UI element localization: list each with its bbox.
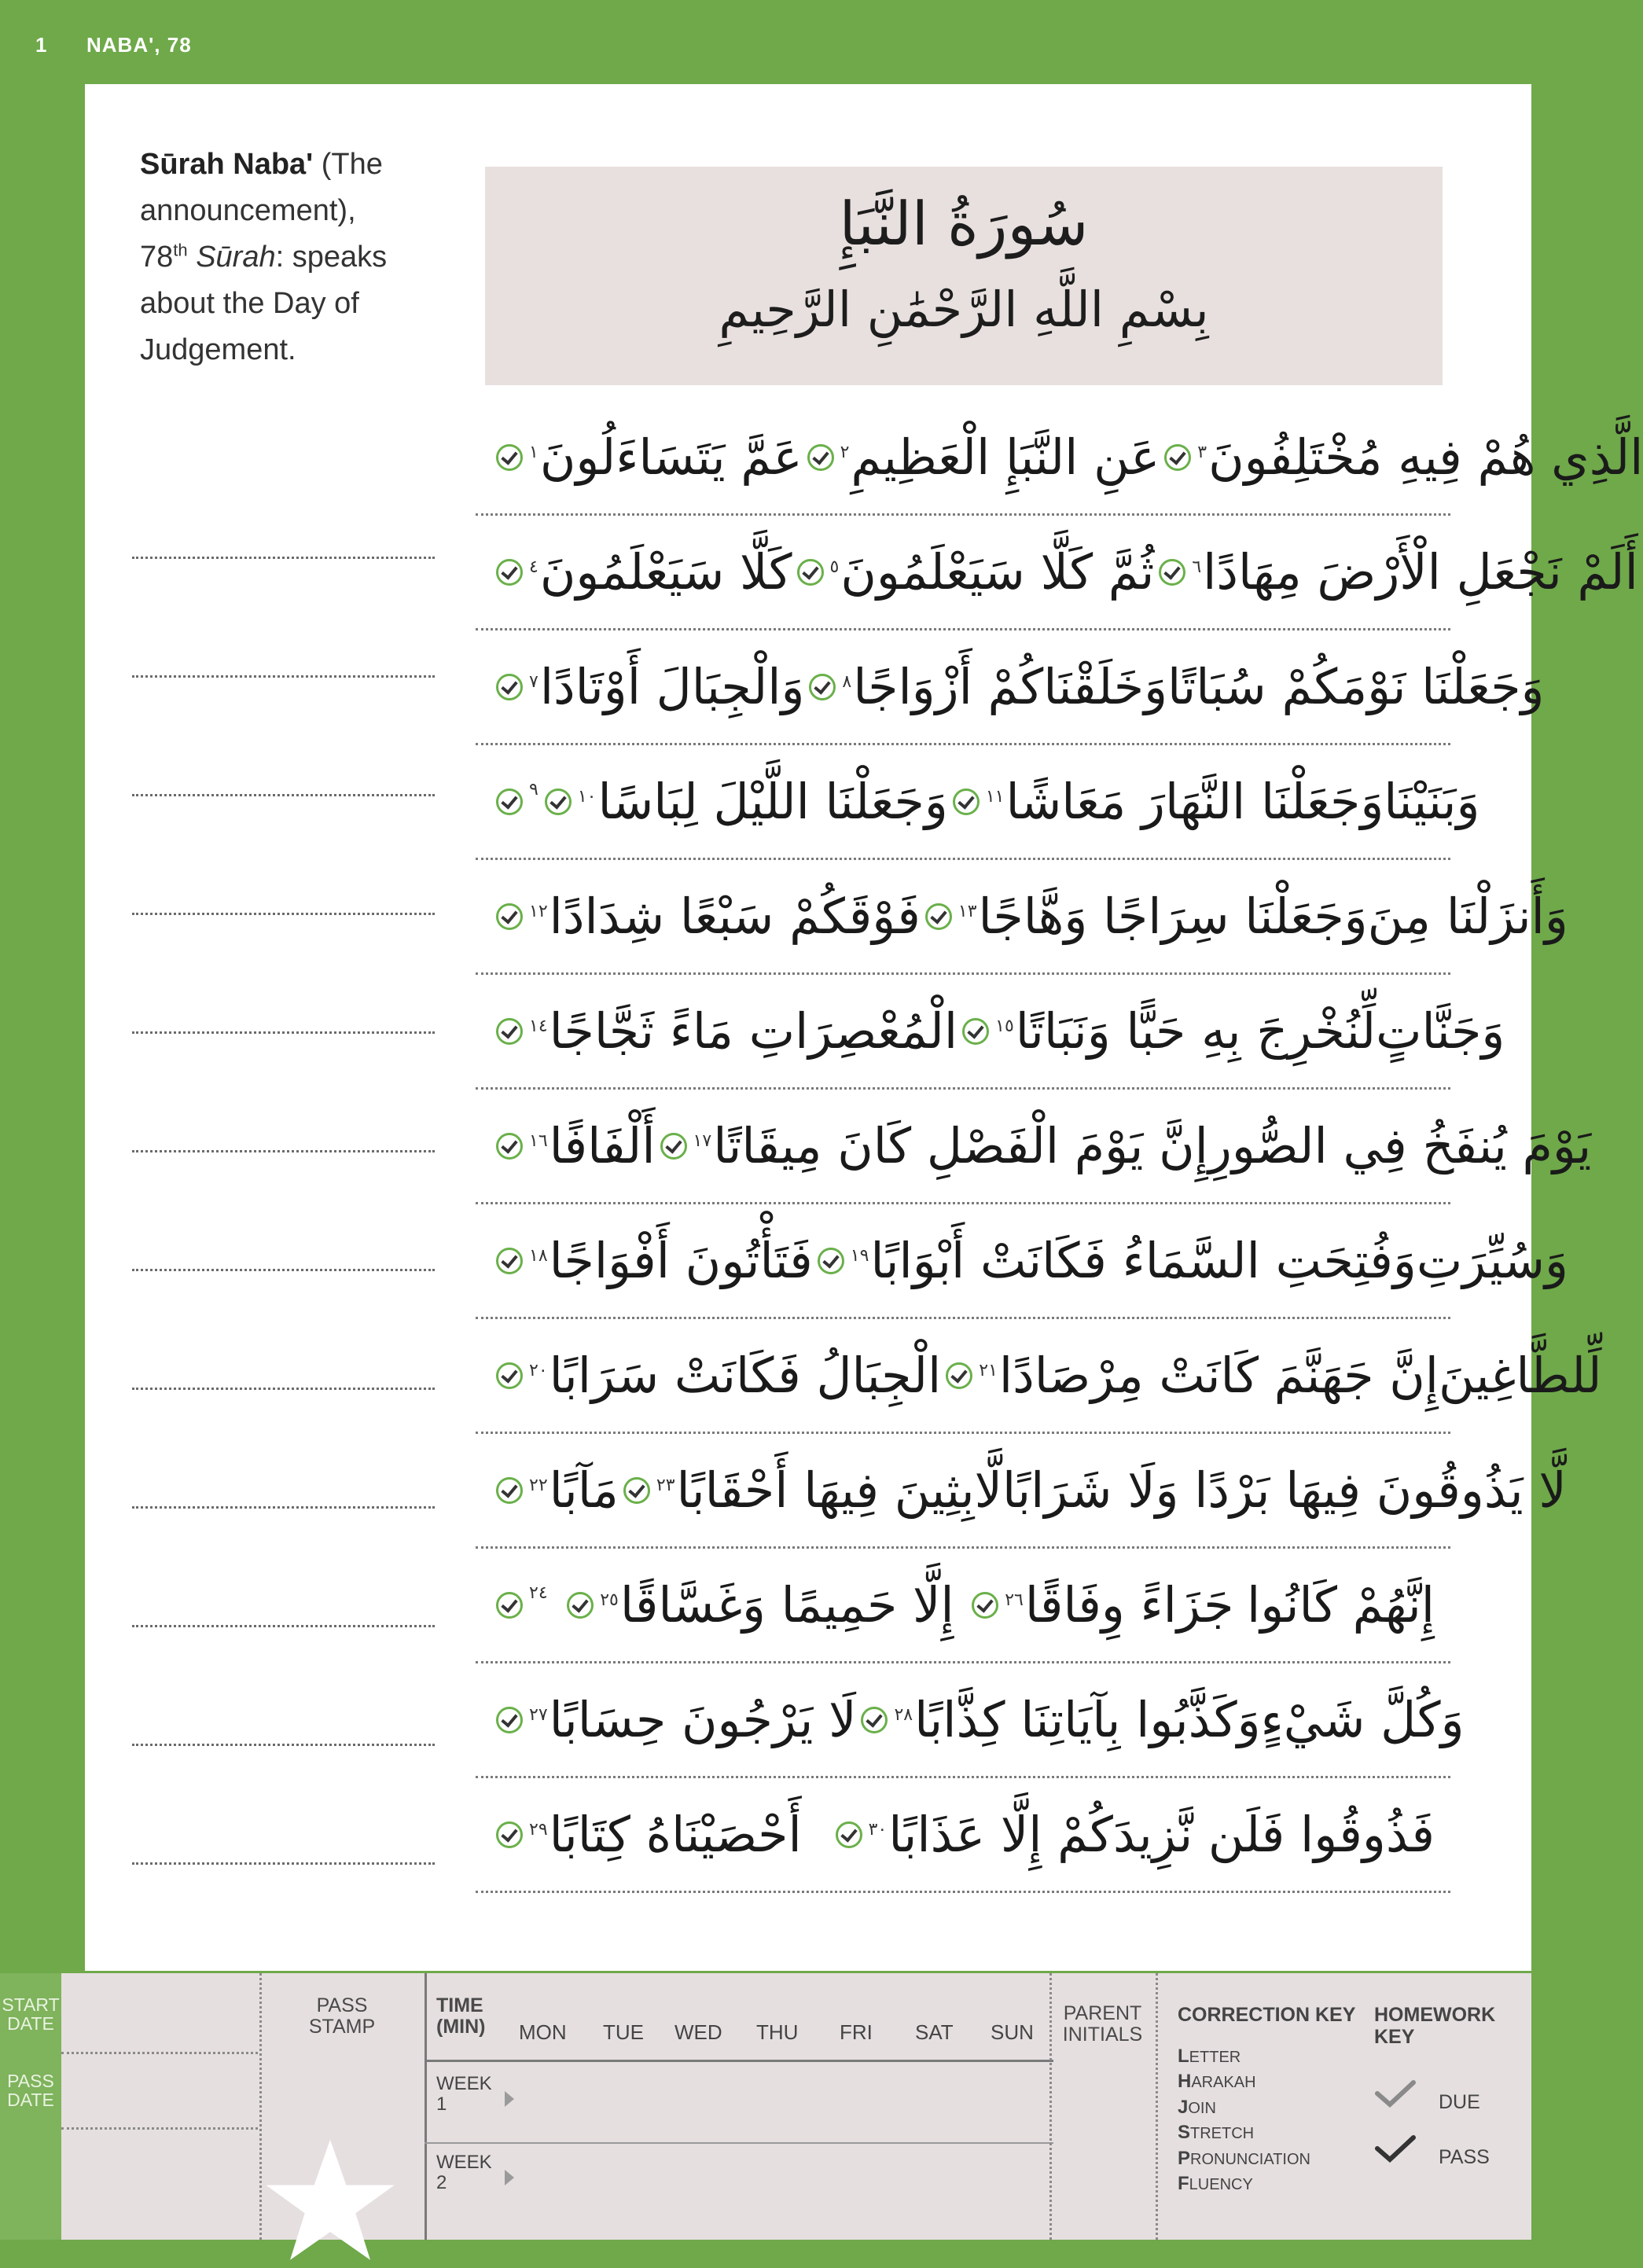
notes-area <box>132 440 435 1983</box>
verse-text: مَآبًا <box>549 1461 619 1519</box>
date-strip <box>0 1973 61 2240</box>
verse-check-icon[interactable] <box>496 1477 523 1504</box>
verse-check-icon[interactable] <box>660 1133 687 1160</box>
note-line[interactable] <box>132 796 435 915</box>
correction-key-item <box>1178 2095 1310 2120</box>
verse-number: ٢٤ <box>529 1583 548 1603</box>
verse-text: أَلْفَافًا <box>549 1117 656 1174</box>
verse-segment <box>491 780 540 823</box>
verse-text: أَلَمْ نَجْعَلِ الْأَرْضَ مِهَادًا <box>1203 543 1638 601</box>
verse-number: ٨ <box>842 672 852 692</box>
page-number: 1 <box>35 33 47 57</box>
verse-check-icon[interactable] <box>623 1477 650 1504</box>
verse-check-icon[interactable] <box>807 444 834 471</box>
verse-segment <box>491 428 803 486</box>
verse-text: وَجَعَلْنَا سِرَاجًا وَهَّاجًا <box>978 888 1368 945</box>
verse-segment <box>1208 1117 1591 1174</box>
verse-text: وَالْجِبَالَ أَوْتَادًا <box>539 658 805 715</box>
verse-check-icon[interactable] <box>797 559 824 586</box>
verse-check-icon[interactable] <box>496 903 523 930</box>
verse-text: وَجَنَّاتٍ <box>1376 1002 1505 1060</box>
verse-line <box>476 1090 1592 1204</box>
verse-check-icon[interactable] <box>836 1821 862 1848</box>
bismillah: بِسْمِ اللَّهِ الرَّحْمَٰنِ الرَّحِيمِ <box>719 281 1209 338</box>
verse-line <box>476 975 1505 1090</box>
verse-text: فَتَأْتُونَ أَفْوَاجًا <box>549 1232 813 1289</box>
verse-number: ٢٠ <box>529 1361 548 1380</box>
divider <box>1156 1973 1158 2240</box>
verse-segment <box>491 1583 550 1627</box>
verse-number: ٢١ <box>979 1361 998 1380</box>
time-label: TIME (MIN) <box>436 1994 486 2038</box>
verse-number: ١٦ <box>529 1131 548 1151</box>
day-sat: SAT <box>915 2020 954 2044</box>
verse-check-icon[interactable] <box>496 1133 523 1160</box>
verse-line <box>476 401 1643 516</box>
verse-check-icon[interactable] <box>972 1592 998 1619</box>
key-initial: S <box>1178 2122 1191 2144</box>
divider <box>61 2052 258 2054</box>
verse-segment <box>1261 1691 1465 1748</box>
verse-check-icon[interactable] <box>567 1592 594 1619</box>
day-wed: WED <box>674 2020 722 2044</box>
verse-segment <box>856 1691 1260 1748</box>
verse-check-icon[interactable] <box>545 788 572 815</box>
verse-check-icon[interactable] <box>496 788 523 815</box>
verse-text: وَجَعَلْنَا النَّهَارَ مَعَاشًا <box>1005 773 1384 830</box>
verse-text: وَأَنزَلْنَا مِنَ <box>1367 888 1568 945</box>
note-line[interactable] <box>132 1271 435 1390</box>
verse-segment <box>1247 1576 1435 1634</box>
day-mon: MON <box>519 2020 567 2044</box>
intro-surah-italic: Sūrah <box>196 240 276 274</box>
surah-title: سُورَةُ النَّبَإِ <box>839 189 1089 259</box>
divider <box>1049 1973 1052 2240</box>
verse-text: لَّا يَذُوقُونَ فِيهَا بَرْدًا وَلَا شَرَابًا <box>1002 1461 1567 1519</box>
verse-segment <box>619 1461 1002 1519</box>
verse-line <box>476 860 1568 975</box>
verse-text: كَلَّا سَيَعْلَمُونَ <box>539 543 792 601</box>
verse-segment <box>491 1461 619 1519</box>
verse-segment <box>804 658 1167 715</box>
note-line[interactable] <box>132 1509 435 1627</box>
key-initial: J <box>1178 2096 1189 2118</box>
note-line[interactable] <box>132 1152 435 1271</box>
verse-segment <box>656 1117 1208 1174</box>
day-tue: TUE <box>603 2020 644 2044</box>
correction-key-item <box>1178 2069 1310 2094</box>
key-rest: LUENCY <box>1189 2175 1253 2193</box>
verse-text: فَوْقَكُمْ سَبْعًا شِدَادًا <box>549 888 921 945</box>
homework-pass-label: PASS <box>1439 2146 1490 2168</box>
verse-check-icon[interactable] <box>496 1018 523 1045</box>
verse-segment <box>948 773 1384 830</box>
verse-number: ١٨ <box>529 1246 548 1266</box>
verse-segment <box>491 1806 802 1863</box>
verse-text: الَّذِي هُمْ فِيهِ مُخْتَلِفُونَ <box>1208 428 1643 486</box>
day-thu: THU <box>756 2020 799 2044</box>
note-line[interactable] <box>132 440 435 559</box>
verse-check-icon[interactable] <box>496 444 523 471</box>
note-line[interactable] <box>132 1390 435 1509</box>
verse-number: ٧ <box>529 672 538 692</box>
verse-number: ٢٥ <box>600 1590 619 1610</box>
note-line[interactable] <box>132 1746 435 1865</box>
divider <box>61 2127 258 2130</box>
surah-intro <box>140 142 454 373</box>
verse-line <box>476 1204 1568 1319</box>
tracking-footer <box>0 1973 1531 2240</box>
key-rest: OIN <box>1188 2099 1216 2117</box>
verse-text: فَذُوقُوا فَلَن نَّزِيدَكُمْ إِلَّا عَذَابًا <box>888 1806 1435 1863</box>
verse-number: ٣ <box>1197 443 1207 462</box>
homework-key-title: HOMEWORK KEY <box>1374 2004 1496 2048</box>
surah-banner <box>485 167 1443 385</box>
verse-check-icon[interactable] <box>818 1248 844 1274</box>
verse-number: ٥ <box>829 557 840 577</box>
pass-check-icon <box>1374 2134 1417 2164</box>
verse-segment <box>1376 1002 1505 1060</box>
verse-line <box>476 1319 1602 1434</box>
key-rest: RONUNCIATION <box>1190 2150 1310 2168</box>
key-rest: ETTER <box>1189 2049 1241 2066</box>
verse-line <box>476 745 1480 860</box>
verse-segment <box>491 658 804 715</box>
verse-segment <box>921 888 1368 945</box>
verse-check-icon[interactable] <box>809 674 836 700</box>
intro-text-2: : speaks about the Day of Judgement. <box>140 240 388 366</box>
verse-segment <box>1384 773 1479 830</box>
verse-number: ١١ <box>985 787 1005 807</box>
verse-number: ١٥ <box>995 1016 1014 1036</box>
verse-text: وَسُيِّرَتِ <box>1416 1232 1568 1289</box>
verse-line <box>476 1549 1450 1663</box>
verse-text: لَّابِثِينَ فِيهَا أَحْقَابًا <box>676 1461 1002 1519</box>
verse-check-icon[interactable] <box>496 1362 523 1389</box>
verse-check-icon[interactable] <box>496 674 523 700</box>
key-initial: L <box>1178 2046 1189 2067</box>
key-initial: P <box>1178 2147 1191 2169</box>
verse-check-icon[interactable] <box>962 1018 989 1045</box>
verse-number: ١٢ <box>529 902 548 921</box>
correction-key-item <box>1178 2146 1310 2171</box>
verse-number: ٣٠ <box>868 1820 888 1840</box>
parent-initials-label: PARENT INITIALS <box>1062 2002 1143 2046</box>
verse-segment <box>491 1002 957 1060</box>
verse-segment <box>957 1002 1376 1060</box>
key-rest: TRETCH <box>1190 2125 1255 2143</box>
due-check-icon <box>1374 2079 1417 2109</box>
verse-segment <box>941 1347 1439 1404</box>
key-rest: ARAKAH <box>1191 2074 1256 2092</box>
arrow-icon <box>505 2170 514 2185</box>
note-line[interactable] <box>132 1034 435 1152</box>
verse-check-icon[interactable] <box>861 1707 888 1733</box>
verse-segment <box>562 1576 954 1634</box>
correction-key-item <box>1178 2171 1310 2196</box>
week-1-label: WEEK 1 <box>436 2073 492 2115</box>
verse-check-icon[interactable] <box>953 788 980 815</box>
verse-number: ١٤ <box>529 1016 548 1036</box>
verse-number: ٢٣ <box>656 1476 675 1495</box>
verse-number: ٦ <box>1192 557 1202 577</box>
verse-number: ٢٢ <box>529 1476 548 1495</box>
verse-text: وَبَنَيْنَا <box>1384 773 1480 830</box>
verse-text: الْمُعْصِرَاتِ مَاءً ثَجَّاجًا <box>549 1002 958 1060</box>
star-icon <box>263 2134 397 2268</box>
verse-segment <box>491 1232 813 1289</box>
verse-text: أَحْصَيْنَاهُ كِتَابًا <box>549 1806 802 1863</box>
day-sun: SUN <box>991 2020 1034 2044</box>
note-line[interactable] <box>132 1865 435 1983</box>
verse-segment <box>1167 658 1544 715</box>
verse-segment <box>540 773 948 830</box>
verse-text: وَكُلَّ شَيْءٍ <box>1260 1691 1465 1748</box>
verse-number: ١٣ <box>957 902 977 921</box>
verse-segment <box>831 1806 1435 1863</box>
divider <box>259 1973 262 2240</box>
verse-text: وَجَعَلْنَا نَوْمَكُمْ سُبَاتًا <box>1167 658 1545 715</box>
verse-line <box>476 1434 1567 1549</box>
verse-number: ٢٦ <box>1005 1590 1024 1610</box>
verse-segment <box>967 1576 1233 1634</box>
pass-date-label: PASS DATE <box>7 2071 54 2111</box>
note-line[interactable] <box>132 915 435 1034</box>
verse-line <box>476 516 1638 630</box>
correction-key-list <box>1178 2044 1310 2196</box>
verse-segment <box>803 428 1160 486</box>
verse-number: ١ <box>529 443 538 462</box>
intro-text-1: (The announcement), 78 <box>140 148 383 274</box>
verse-text: إِلَّا حَمِيمًا وَغَسَّاقًا <box>619 1576 954 1634</box>
verse-number: ٤ <box>529 557 538 577</box>
note-line[interactable] <box>132 678 435 796</box>
verse-segment <box>491 1691 856 1748</box>
page-title: NABA', 78 <box>86 33 192 57</box>
verse-check-icon[interactable] <box>1159 559 1185 586</box>
verse-check-icon[interactable] <box>496 1707 523 1733</box>
verse-segment <box>813 1232 1417 1289</box>
verse-line <box>476 1663 1465 1778</box>
verse-text: لَا يَرْجُونَ حِسَابًا <box>549 1691 857 1748</box>
verse-number: ٢٧ <box>529 1705 548 1725</box>
page-header <box>0 0 1531 83</box>
verse-text: جَزَاءً وِفَاقًا <box>1024 1576 1234 1634</box>
verse-segment <box>1417 1232 1568 1289</box>
verse-text: عَنِ النَّبَإِ الْعَظِيمِ <box>851 428 1160 486</box>
verse-text: يَوْمَ يُنفَخُ فِي الصُّورِ <box>1207 1117 1592 1174</box>
verse-text: وَفُتِحَتِ السَّمَاءُ فَكَانَتْ أَبْوَابًا <box>870 1232 1417 1289</box>
divider <box>425 2142 1053 2144</box>
week-2-label: WEEK 2 <box>436 2152 492 2194</box>
correction-key-item <box>1178 2120 1310 2145</box>
verse-check-icon[interactable] <box>1164 444 1191 471</box>
intro-surah-name: Sūrah Naba' <box>140 148 314 181</box>
correction-key-title: CORRECTION KEY <box>1178 2004 1356 2026</box>
note-line[interactable] <box>132 1627 435 1746</box>
verse-number: ٩ <box>529 780 538 799</box>
verse-segment <box>1002 1461 1567 1519</box>
divider <box>425 1973 427 2240</box>
verse-check-icon[interactable] <box>925 903 952 930</box>
verse-line <box>476 1778 1450 1893</box>
verse-check-icon[interactable] <box>496 1248 523 1274</box>
verse-number: ٢ <box>840 443 850 462</box>
verse-check-icon[interactable] <box>496 1592 523 1619</box>
key-initial: F <box>1178 2172 1189 2194</box>
divider <box>425 2060 1053 2062</box>
verse-segment <box>1439 1347 1602 1404</box>
verse-segment <box>491 1347 941 1404</box>
verse-text: إِنَّ يَوْمَ الْفَصْلِ كَانَ مِيقَاتًا <box>713 1117 1208 1174</box>
verse-text: وَخَلَقْنَاكُمْ أَزْوَاجًا <box>853 658 1168 715</box>
verse-number: ١٩ <box>850 1246 869 1266</box>
verse-text: إِنَّ جَهَنَّمَ كَانَتْ مِرْصَادًا <box>998 1347 1439 1404</box>
verse-check-icon[interactable] <box>496 559 523 586</box>
verse-segment <box>1368 888 1568 945</box>
verse-check-icon[interactable] <box>946 1362 972 1389</box>
verses-block <box>476 401 1643 1893</box>
verse-number: ١٠ <box>577 787 597 807</box>
verse-text: الْجِبَالُ فَكَانَتْ سَرَابًا <box>549 1347 942 1404</box>
day-fri: FRI <box>840 2020 873 2044</box>
verse-text: إِنَّهُمْ كَانُوا <box>1247 1576 1435 1634</box>
verse-number: ١٧ <box>693 1131 712 1151</box>
verse-text: لِّنُخْرِجَ بِهِ حَبًّا وَنَبَاتًا <box>1015 1002 1377 1060</box>
key-initial: H <box>1178 2071 1192 2093</box>
verse-text: ثُمَّ كَلَّا سَيَعْلَمُونَ <box>840 543 1155 601</box>
verse-line <box>476 630 1545 745</box>
verse-text: وَكَذَّبُوا بِآيَاتِنَا كِذَّابًا <box>914 1691 1261 1748</box>
pass-stamp-label: PASS STAMP <box>308 1994 376 2038</box>
verse-segment <box>792 543 1155 601</box>
verse-number: ٢٩ <box>529 1820 548 1840</box>
verse-segment <box>1154 543 1637 601</box>
verse-segment <box>491 543 792 601</box>
verse-segment <box>491 888 921 945</box>
verse-segment <box>1160 428 1643 486</box>
start-date-label: START DATE <box>2 1994 60 2035</box>
verse-text: لِّلطَّاغِينَ <box>1439 1347 1602 1404</box>
homework-due-label: DUE <box>1439 2091 1480 2113</box>
verse-check-icon[interactable] <box>496 1821 523 1848</box>
note-line[interactable] <box>132 559 435 678</box>
verse-text: وَجَعَلْنَا اللَّيْلَ لِبَاسًا <box>597 773 948 830</box>
arrow-icon <box>505 2091 514 2107</box>
intro-ordinal: th <box>173 240 188 260</box>
correction-key-item <box>1178 2044 1310 2069</box>
verse-number: ٢٨ <box>894 1705 913 1725</box>
verse-segment <box>491 1117 656 1174</box>
verse-text: عَمَّ يَتَسَاءَلُونَ <box>539 428 803 486</box>
